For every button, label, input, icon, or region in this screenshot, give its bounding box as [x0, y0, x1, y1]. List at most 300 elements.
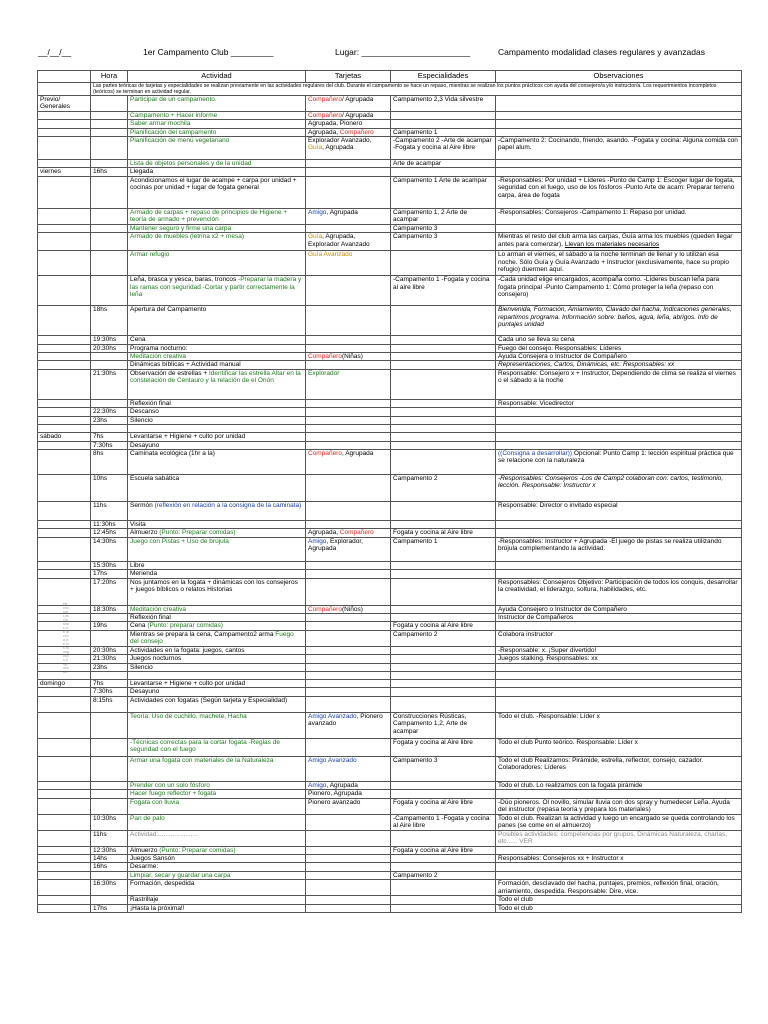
specialties-cell: [391, 336, 496, 344]
text-segment: Almuerzo: [130, 846, 160, 854]
text-segment: Responsable: Director o invitado especial: [498, 501, 618, 509]
observations-cell: [496, 622, 742, 630]
schedule-row: [38, 369, 742, 399]
text-segment: Todo el club. Lo realizamos con la fogata pirámide: [498, 781, 643, 789]
observations-cell: [496, 646, 742, 654]
observations-cell: [496, 537, 742, 561]
text-segment: -Campamento 1 -Fogata y cocina al aire libre: [393, 276, 490, 291]
text-segment: Teoría: Uso de cuchillo, machete, Hacha: [130, 712, 247, 720]
specialties-cell: [391, 449, 496, 474]
specialties-cell: [391, 630, 496, 646]
specialties-cell: [391, 369, 496, 399]
day-cell: [38, 781, 91, 789]
specialties-cell: [391, 176, 496, 208]
text-segment: Explorador: [308, 369, 340, 377]
specialties-cell: [391, 696, 496, 712]
text-segment: Compañero: [308, 353, 342, 361]
specialties-cell: [391, 712, 496, 738]
day-cell: [38, 578, 91, 605]
text-segment: Caminata ecológica (1hr a la): [130, 449, 215, 457]
hour-cell: [91, 251, 128, 276]
day-cell: [38, 756, 91, 781]
schedule-row: [38, 408, 742, 416]
observations-cell: [496, 111, 742, 119]
cards-cell: [306, 111, 391, 119]
observations-cell: [496, 529, 742, 537]
day-cell: [38, 251, 91, 276]
text-segment: Amigo Avanzado: [308, 756, 357, 764]
cards-cell: [306, 622, 391, 630]
schedule-row: [38, 361, 742, 369]
activity-cell: [128, 655, 306, 663]
specialties-cell: [391, 904, 496, 912]
schedule-row: [38, 160, 742, 168]
day-cell: [38, 233, 91, 251]
observations-cell: [496, 613, 742, 621]
text-segment: / Agrupada: [341, 96, 374, 103]
activity-cell: [128, 904, 306, 912]
cards-cell: [306, 233, 391, 251]
observations-cell: [496, 353, 742, 361]
observations-cell: [496, 790, 742, 798]
text-segment: Pionero, Agrupada: [308, 790, 362, 798]
hour-cell: 21:30hs: [91, 655, 128, 663]
text-segment: Mientras el resto del club arma las carpas, Guía arma los muebles (queden llegar antes para comenzar).: [498, 233, 733, 248]
text-segment: -Campamento 2: Cocinando, friendo, asando. -Fogata y cocina: Alguna comida con papel alum.: [498, 137, 738, 152]
schedule-row: [38, 688, 742, 696]
text-segment: Mantener seguro y firme una carpa: [130, 224, 232, 232]
day-cell: [38, 83, 91, 96]
activity-cell: [128, 712, 306, 738]
cards-cell: [306, 344, 391, 352]
day-cell: [38, 128, 91, 136]
schedule-row: [38, 696, 742, 712]
activity-cell: [128, 425, 306, 433]
day-cell: [38, 399, 91, 407]
day-cell: [38, 798, 91, 814]
schedule-row: [38, 756, 742, 781]
cards-cell: [306, 696, 391, 712]
text-segment: Formación, desclavado del hacha, puntajes, premios, reflexión final, oración, arriamiento, despedida. Responsable: Dire, vice.: [498, 880, 719, 895]
schedule-row: [38, 344, 742, 352]
schedule-row: [38, 630, 742, 646]
text-segment: Campamento 3: [393, 756, 438, 764]
date-field: __/__/__: [38, 47, 72, 57]
intro-note: Las partes teóricas de tarjetas y especialidades se realizan previamente en las actividades regulares del club. Durante el campamento se hace un repaso, mientras se realizan los puntos prácticos con ayuda del consejero/a y/o instructor/a. Los requerimientos incompletos (teóricos) se terminan en actividad regular.: [91, 83, 742, 96]
text-segment: Llegada: [130, 168, 154, 176]
cards-cell: [306, 251, 391, 276]
specialties-cell: [391, 137, 496, 160]
specialties-cell: [391, 537, 496, 561]
hour-cell: 18:30hs: [91, 605, 128, 613]
specialties-cell: [391, 679, 496, 687]
text-segment: -Preparar la madera y las ramas con seguridad -Cortar y partir correctamente la leña: [130, 276, 302, 299]
hour-cell: [91, 425, 128, 433]
cards-cell: [306, 306, 391, 336]
cards-cell: [306, 353, 391, 361]
text-segment: -Responsables: Consejeros -Campamento 1: Repaso por unidad.: [498, 208, 687, 216]
text-segment: Desarme:: [130, 863, 159, 871]
schedule-row: [38, 520, 742, 528]
cards-cell: [306, 369, 391, 399]
observations-cell: [496, 781, 742, 789]
observations-cell: [496, 425, 742, 433]
text-segment: Hacer fuego reflector + fogata: [130, 790, 217, 798]
schedule-row: [38, 441, 742, 449]
activity-cell: [128, 798, 306, 814]
specialties-cell: [391, 756, 496, 781]
text-segment: Compañero: [339, 128, 374, 136]
text-segment: Fogata y cocina al Aire libre: [393, 529, 473, 537]
activity-cell: [128, 168, 306, 176]
cards-cell: [306, 863, 391, 871]
schedule-row: [38, 176, 742, 208]
day-cell: [38, 537, 91, 561]
day-cell: [38, 863, 91, 871]
cards-cell: [306, 529, 391, 537]
schedule-row: [38, 529, 742, 537]
hour-cell: [91, 208, 128, 224]
observations-cell: [496, 605, 742, 613]
cards-cell: [306, 224, 391, 232]
activity-cell: [128, 306, 306, 336]
schedule-row: [38, 646, 742, 654]
intro-row: [38, 83, 742, 96]
specialties-cell: [391, 520, 496, 528]
specialties-cell: [391, 814, 496, 830]
schedule-row: [38, 96, 742, 112]
hour-cell: 18hs: [91, 306, 128, 336]
hour-cell: [91, 137, 128, 160]
cards-cell: [306, 441, 391, 449]
column-header-activity: Actividad: [128, 71, 306, 83]
observations-cell: [496, 369, 742, 399]
hour-cell: 7:30hs: [91, 688, 128, 696]
text-segment: Lo arman el viernes, el sábado a la noche terminan de llenar y lo utilizan esa noche. Sólo Guía y Guía Avanzado + Instructor (exclusivamente, hace su propio refugio) duermen aquí.: [498, 251, 729, 274]
text-segment: Actividad:......................: [130, 830, 198, 838]
side-watermark: Hecho por Los Orishas de la zona de los Mongosos Argentinos: [63, 602, 69, 674]
specialties-cell: [391, 529, 496, 537]
cards-cell: [306, 790, 391, 798]
observations-cell: [496, 416, 742, 424]
text-segment: Almuerzo: [130, 529, 160, 537]
activity-cell: [128, 224, 306, 232]
observations-cell: [496, 814, 742, 830]
hour-cell: 20:30hs: [91, 646, 128, 654]
observations-cell: [496, 120, 742, 128]
cards-cell: [306, 712, 391, 738]
observations-cell: [496, 561, 742, 569]
hour-cell: 17hs: [91, 570, 128, 578]
hour-cell: [91, 399, 128, 407]
activity-cell: [128, 344, 306, 352]
observations-cell: [496, 855, 742, 863]
day-cell: [38, 501, 91, 520]
specialties-cell: [391, 408, 496, 416]
text-segment: (reflexión en relación a la consigna de la caminata): [154, 501, 302, 509]
schedule-row: [38, 224, 742, 232]
day-cell: [38, 529, 91, 537]
text-segment: Compañero: [308, 605, 342, 613]
text-segment: Compañero: [339, 529, 374, 537]
observations-cell: [496, 96, 742, 112]
activity-cell: [128, 537, 306, 561]
observations-cell: [496, 408, 742, 416]
text-segment: Guía: [308, 144, 323, 152]
day-cell: [38, 344, 91, 352]
schedule-row: [38, 830, 742, 846]
text-segment: Amigo: [308, 208, 327, 216]
observations-cell: [496, 137, 742, 160]
activity-cell: [128, 570, 306, 578]
specialties-cell: [391, 233, 496, 251]
day-cell: [38, 696, 91, 712]
activity-cell: [128, 880, 306, 896]
text-segment: Juegos Sansón: [130, 855, 175, 862]
activity-cell: [128, 863, 306, 871]
cards-cell: [306, 663, 391, 671]
activity-cell: [128, 233, 306, 251]
text-segment: Amigo: [308, 781, 327, 789]
text-segment: Armar una fogata con materiales de la Naturaleza: [130, 756, 274, 764]
activity-cell: [128, 578, 306, 605]
activity-cell: [128, 814, 306, 830]
text-segment: , Agrupada: [326, 208, 358, 216]
day-cell: [38, 425, 91, 433]
day-cell: [38, 120, 91, 128]
activity-cell: [128, 120, 306, 128]
text-segment: Agrupada, Pionero: [308, 120, 363, 128]
cards-cell: [306, 276, 391, 306]
day-cell: [38, 790, 91, 798]
activity-cell: [128, 622, 306, 630]
cards-cell: [306, 630, 391, 646]
day-cell: domingo: [38, 679, 91, 687]
text-segment: Campamento 2,3 Vida silvestre: [393, 96, 484, 103]
hour-cell: [91, 160, 128, 168]
cards-cell: [306, 904, 391, 912]
specialties-cell: [391, 655, 496, 663]
activity-cell: [128, 613, 306, 621]
column-header-row: [38, 71, 742, 83]
hour-cell: [91, 96, 128, 112]
activity-cell: [128, 336, 306, 344]
schedule-row: [38, 306, 742, 336]
text-segment: Sermón: [130, 501, 155, 509]
schedule-row: [38, 578, 742, 605]
hour-cell: 11:30hs: [91, 520, 128, 528]
cards-cell: [306, 168, 391, 176]
hour-cell: 10:30hs: [91, 814, 128, 830]
text-segment: Saber armar mochila: [130, 120, 191, 128]
cards-cell: [306, 501, 391, 520]
hour-cell: 16hs: [91, 168, 128, 176]
text-segment: Cena: [130, 336, 146, 344]
column-header-cards: Tarjetas: [306, 71, 391, 83]
specialties-cell: [391, 790, 496, 798]
specialties-cell: [391, 306, 496, 336]
text-segment: -Responsables: Por unidad + Líderes -Punto de Camp 1: Escoger lugar de fogata, seguridad con el fuego, uso de los fósforos -Punto Arte de acam: Preparar terreno carpa, área de fogata: [498, 176, 735, 199]
day-cell: [38, 137, 91, 160]
day-cell: [38, 830, 91, 846]
day-cell: [38, 871, 91, 879]
activity-cell: [128, 679, 306, 687]
text-segment: Reflexión final: [130, 613, 171, 621]
activity-cell: [128, 160, 306, 168]
day-column-header: [38, 71, 91, 83]
day-cell: [38, 712, 91, 738]
schedule-row: [38, 168, 742, 176]
text-segment: Armado de carpas + repaso de principios de Higiene + teoría de armado + prevención: [130, 208, 288, 224]
activity-cell: [128, 605, 306, 613]
cards-cell: [306, 176, 391, 208]
specialties-cell: [391, 622, 496, 630]
day-cell: [38, 276, 91, 306]
specialties-cell: [391, 798, 496, 814]
text-segment: Guía: [308, 233, 323, 241]
schedule-row: [38, 880, 742, 896]
day-cell: [38, 630, 91, 646]
text-segment: Campamento 1: [393, 537, 438, 545]
activity-cell: [128, 855, 306, 863]
text-segment: Campamento 2: [393, 630, 438, 638]
schedule-row: [38, 781, 742, 789]
observations-cell: [496, 798, 742, 814]
specialties-cell: [391, 433, 496, 441]
observations-cell: [496, 896, 742, 904]
text-segment: Colabora instructor: [498, 630, 553, 638]
activity-cell: [128, 96, 306, 112]
text-segment: Limpiar, secar y guardar una carpa: [130, 871, 231, 879]
activity-cell: [128, 688, 306, 696]
observations-cell: [496, 688, 742, 696]
text-segment: Lista de objetos personales y de la unidad: [130, 160, 252, 168]
text-segment: Llevan los materiales necesarios: [564, 240, 660, 248]
text-segment: (Punto: Preparar comidas): [159, 529, 236, 537]
activity-cell: [128, 408, 306, 416]
cards-cell: [306, 578, 391, 605]
hour-cell: [91, 276, 128, 306]
observations-cell: [496, 863, 742, 871]
observations-cell: [496, 880, 742, 896]
text-segment: , Agrupada, Explorador Avanzado: [308, 233, 370, 248]
cards-cell: [306, 361, 391, 369]
hour-cell: 7hs: [91, 433, 128, 441]
specialties-cell: [391, 128, 496, 136]
day-cell: [38, 855, 91, 863]
activity-cell: [128, 529, 306, 537]
cards-cell: [306, 128, 391, 136]
hour-cell: [91, 738, 128, 756]
observations-cell: [496, 846, 742, 854]
cards-cell: [306, 208, 391, 224]
page-header: [38, 47, 738, 61]
schedule-row: [38, 137, 742, 160]
text-segment: Construcciones Rústicas, Campamento 1,2, Arte de acampar: [393, 712, 468, 735]
schedule-row: [38, 561, 742, 569]
text-segment: , Pionero avanzado: [308, 712, 383, 728]
schedule-row: [38, 605, 742, 613]
text-segment: Campamento 1 Arte de acampar: [393, 176, 487, 184]
mode-title: Campamento modalidad clases regulares y avanzadas: [498, 47, 705, 57]
schedule-row: [38, 399, 742, 407]
text-segment: Armar refugio: [130, 251, 170, 259]
activity-cell: [128, 630, 306, 646]
text-segment: Levantarse + Higiene + culto por unidad: [130, 433, 246, 441]
text-segment: Actividades con fogatas (Según tarjeta y Especialidad): [130, 696, 288, 704]
text-segment: Agrupada,: [308, 529, 340, 537]
text-segment: Opcional: Punto Camp 1: lección espiritual práctica que se relacione con la naturaleza: [498, 449, 734, 465]
activity-cell: [128, 137, 306, 160]
schedule-row: [38, 663, 742, 671]
specialties-cell: [391, 570, 496, 578]
specialties-cell: [391, 160, 496, 168]
text-segment: Descanso: [130, 408, 159, 416]
hour-cell: 8:15hs: [91, 696, 128, 712]
day-cell: [38, 570, 91, 578]
day-cell: [38, 846, 91, 854]
specialties-cell: [391, 344, 496, 352]
day-cell: [38, 561, 91, 569]
text-segment: Fuego del consejo: [130, 630, 294, 646]
specialties-cell: [391, 251, 496, 276]
text-segment: Todo el club Punto teórico. Responsable: Líder x: [498, 738, 638, 746]
text-segment: Bienvenida, Formación, Amiamiento, Clavado del hacha, Indicaciones generales, repartimos programa. Información sobre: baños, agua, leña, abrigos. Info de puntajes unidad: [498, 306, 732, 329]
specialties-cell: [391, 605, 496, 613]
activity-cell: [128, 756, 306, 781]
activity-cell: [128, 176, 306, 208]
text-segment: Desayuno: [130, 688, 160, 696]
observations-cell: [496, 336, 742, 344]
day-cell: [38, 904, 91, 912]
day-cell: [38, 655, 91, 663]
specialties-cell: [391, 111, 496, 119]
text-segment: (Punto: Preparar comidas): [159, 846, 236, 854]
text-segment: Participar de un campamento.: [130, 96, 217, 103]
hour-cell: [91, 111, 128, 119]
text-segment: -Campamento 1 -Fogata y cocina al Aire libre: [393, 814, 490, 829]
schedule-row: [38, 537, 742, 561]
text-segment: Explorador Avanzado,: [308, 137, 372, 145]
activity-cell: [128, 846, 306, 854]
activity-cell: [128, 790, 306, 798]
activity-cell: [128, 433, 306, 441]
day-cell: [38, 408, 91, 416]
observations-cell: [496, 738, 742, 756]
text-segment: , Agrupada: [322, 144, 354, 152]
text-segment: Juegos stalking. Responsables: xx: [498, 655, 598, 663]
text-segment: -Campamento 2 -Arte de acampar -Fogata y cocina al Aire libre: [393, 137, 492, 152]
day-cell: [38, 520, 91, 528]
text-segment: Planificación de menú vegetariano: [130, 137, 230, 145]
schedule-row: [38, 863, 742, 871]
schedule-row: [38, 855, 742, 863]
text-segment: Fogata y cocina al Aire libre: [393, 738, 473, 746]
day-cell: [38, 613, 91, 621]
observations-cell: [496, 344, 742, 352]
observations-cell: [496, 671, 742, 679]
observations-cell: [496, 904, 742, 912]
cards-cell: [306, 416, 391, 424]
cards-cell: [306, 880, 391, 896]
cards-cell: [306, 846, 391, 854]
hour-cell: 17hs: [91, 904, 128, 912]
hour-cell: [91, 120, 128, 128]
cards-cell: [306, 671, 391, 679]
text-segment: Campamento 2: [393, 871, 438, 879]
day-cell: [38, 361, 91, 369]
specialties-cell: [391, 276, 496, 306]
